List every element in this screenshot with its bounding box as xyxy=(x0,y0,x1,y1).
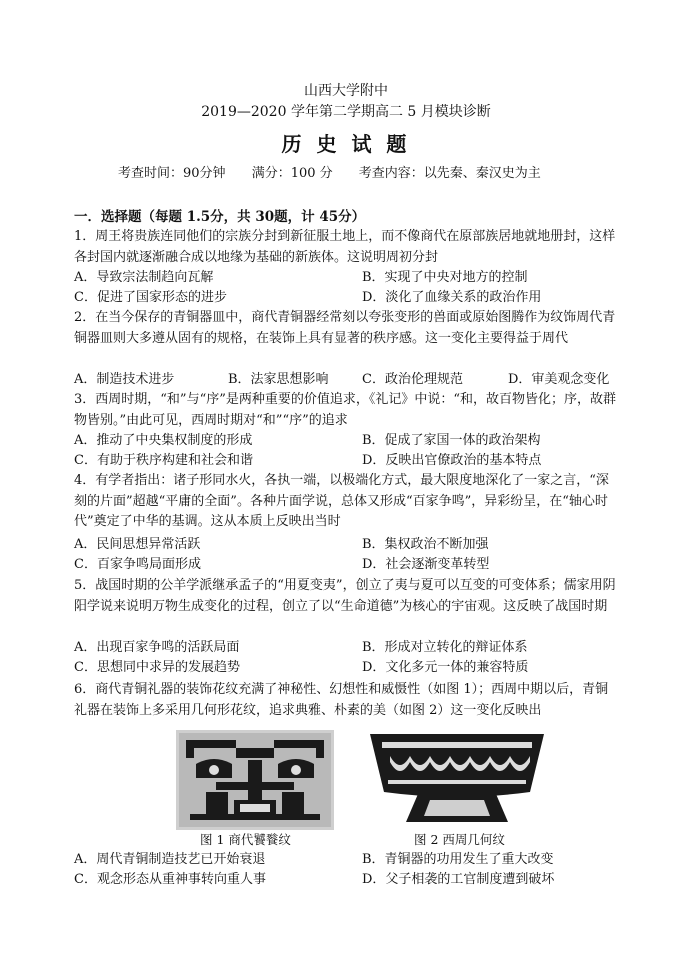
question-5-option-d[interactable]: D．文化多元一体的兼容特质 xyxy=(362,660,529,675)
question-1-option-b[interactable]: B．实现了中央对地方的控制 xyxy=(362,270,528,285)
question-5-option-a[interactable]: A．出现百家争鸣的活跃局面 xyxy=(74,640,240,655)
section-title: 一．选择题（每题 1.5分，共 30题，计 45分） xyxy=(74,209,366,225)
question-1-option-c[interactable]: C．促进了国家形态的进步 xyxy=(74,290,227,305)
exam-score: 满分：100 分 xyxy=(251,166,333,181)
question-1-stem: 1．周王将贵族连同他们的宗族分封到新征服土地上，而不像商代在原部族居地就地册封，这样各封国内就逐渐融合成以地缘为基础的新族体。这说明周初分封 xyxy=(74,229,616,265)
figure-2-caption: 图 2 西周几何纹 xyxy=(414,832,505,847)
question-1-option-a[interactable]: A．导致宗法制趋向瓦解 xyxy=(74,270,214,285)
question-4-option-b[interactable]: B．集权政治不断加强 xyxy=(362,537,489,552)
school-name: 山西大学附中 xyxy=(304,83,388,99)
question-3-option-b[interactable]: B．促成了家国一体的政治架构 xyxy=(362,433,541,448)
question-4-option-a[interactable]: A．民间思想异常活跃 xyxy=(74,537,201,552)
question-2-option-d[interactable]: D．审美观念变化 xyxy=(508,372,610,387)
question-2-option-c[interactable]: C．政治伦理规范 xyxy=(362,372,463,387)
question-6-option-d[interactable]: D．父子相袭的工官制度遭到破坏 xyxy=(362,872,555,887)
question-3-option-c[interactable]: C．有助于秩序构建和社会和谐 xyxy=(74,453,253,468)
question-2-option-b[interactable]: B．法家思想影响 xyxy=(228,372,329,387)
question-3-option-d[interactable]: D．反映出官僚政治的基本特点 xyxy=(362,453,542,468)
question-6-option-a[interactable]: A．周代青铜制造技艺已开始衰退 xyxy=(74,852,266,867)
question-2-option-a[interactable]: A．制造技术进步 xyxy=(74,372,175,387)
question-4-option-c[interactable]: C．百家争鸣局面形成 xyxy=(74,557,201,572)
figure-1-caption: 图 1 商代饕餮纹 xyxy=(200,832,291,847)
exam-content: 考查内容：以先秦、秦汉史为主 xyxy=(358,166,541,181)
question-6-option-c[interactable]: C．观念形态从重神事转向重人事 xyxy=(74,872,266,887)
question-5-option-b[interactable]: B．形成对立转化的辩证体系 xyxy=(362,640,528,655)
exam-subject-title: 历 史 试 题 xyxy=(281,132,411,156)
figure-1-taotie-pattern xyxy=(176,730,334,830)
question-4-stem: 4．有学者指出：诸子形同水火，各执一端，以极端化方式，最大限度地深化了一家之言，“深刻的片面”超越“平庸的全面”。各种片面学说，总体又形成“百家争鸣”，异彩纷呈，在“轴心时代”奠定了中华的基调。这从本质上反映出当时 xyxy=(74,473,609,529)
question-3-option-a[interactable]: A．推动了中央集权制度的形成 xyxy=(74,433,253,448)
question-4-option-d[interactable]: D．社会逐渐变革转型 xyxy=(362,557,490,572)
exam-meta xyxy=(118,162,638,181)
question-5-stem: 5．战国时期的公羊学派继承孟子的“用夏变夷”，创立了夷与夏可以互变的可变体系；儒家用阴阳学说来说明万物生成变化的过程，创立了以“生命道德”为核心的宇宙观。这反映了战国时期 xyxy=(74,578,616,614)
exam-time: 考查时间：90分钟 xyxy=(118,166,226,181)
question-5-option-c[interactable]: C．思想同中求异的发展趋势 xyxy=(74,660,240,675)
figure-2-geometric-pattern xyxy=(368,730,546,830)
question-3-stem: 3．西周时期，“和”与“序”是两种重要的价值追求，《礼记》中说：“和，故百物皆化；序，故群物皆别。”由此可见，西周时期对“和”“序”的追求 xyxy=(74,392,617,428)
question-2-stem: 2．在当今保存的青铜器皿中，商代青铜器经常刻以夸张变形的兽面或原始图腾作为纹饰周代青铜器皿则大多遵从固有的规格，在装饰上具有显著的秩序感。这一变化主要得益于周代 xyxy=(74,310,616,346)
question-6-stem: 6．商代青铜礼器的装饰花纹充满了神秘性、幻想性和威慑性（如图 1）；西周中期以后，青铜礼器在装饰上多采用几何形花纹，追求典雅、朴素的美（如图 2）这一变化反映出 xyxy=(74,682,609,718)
exam-term: 2019—2020 学年第二学期高二 5 月模块诊断 xyxy=(201,104,491,120)
question-6-option-b[interactable]: B．青铜器的功用发生了重大改变 xyxy=(362,852,554,867)
question-1-option-d[interactable]: D．淡化了血缘关系的政治作用 xyxy=(362,290,542,305)
